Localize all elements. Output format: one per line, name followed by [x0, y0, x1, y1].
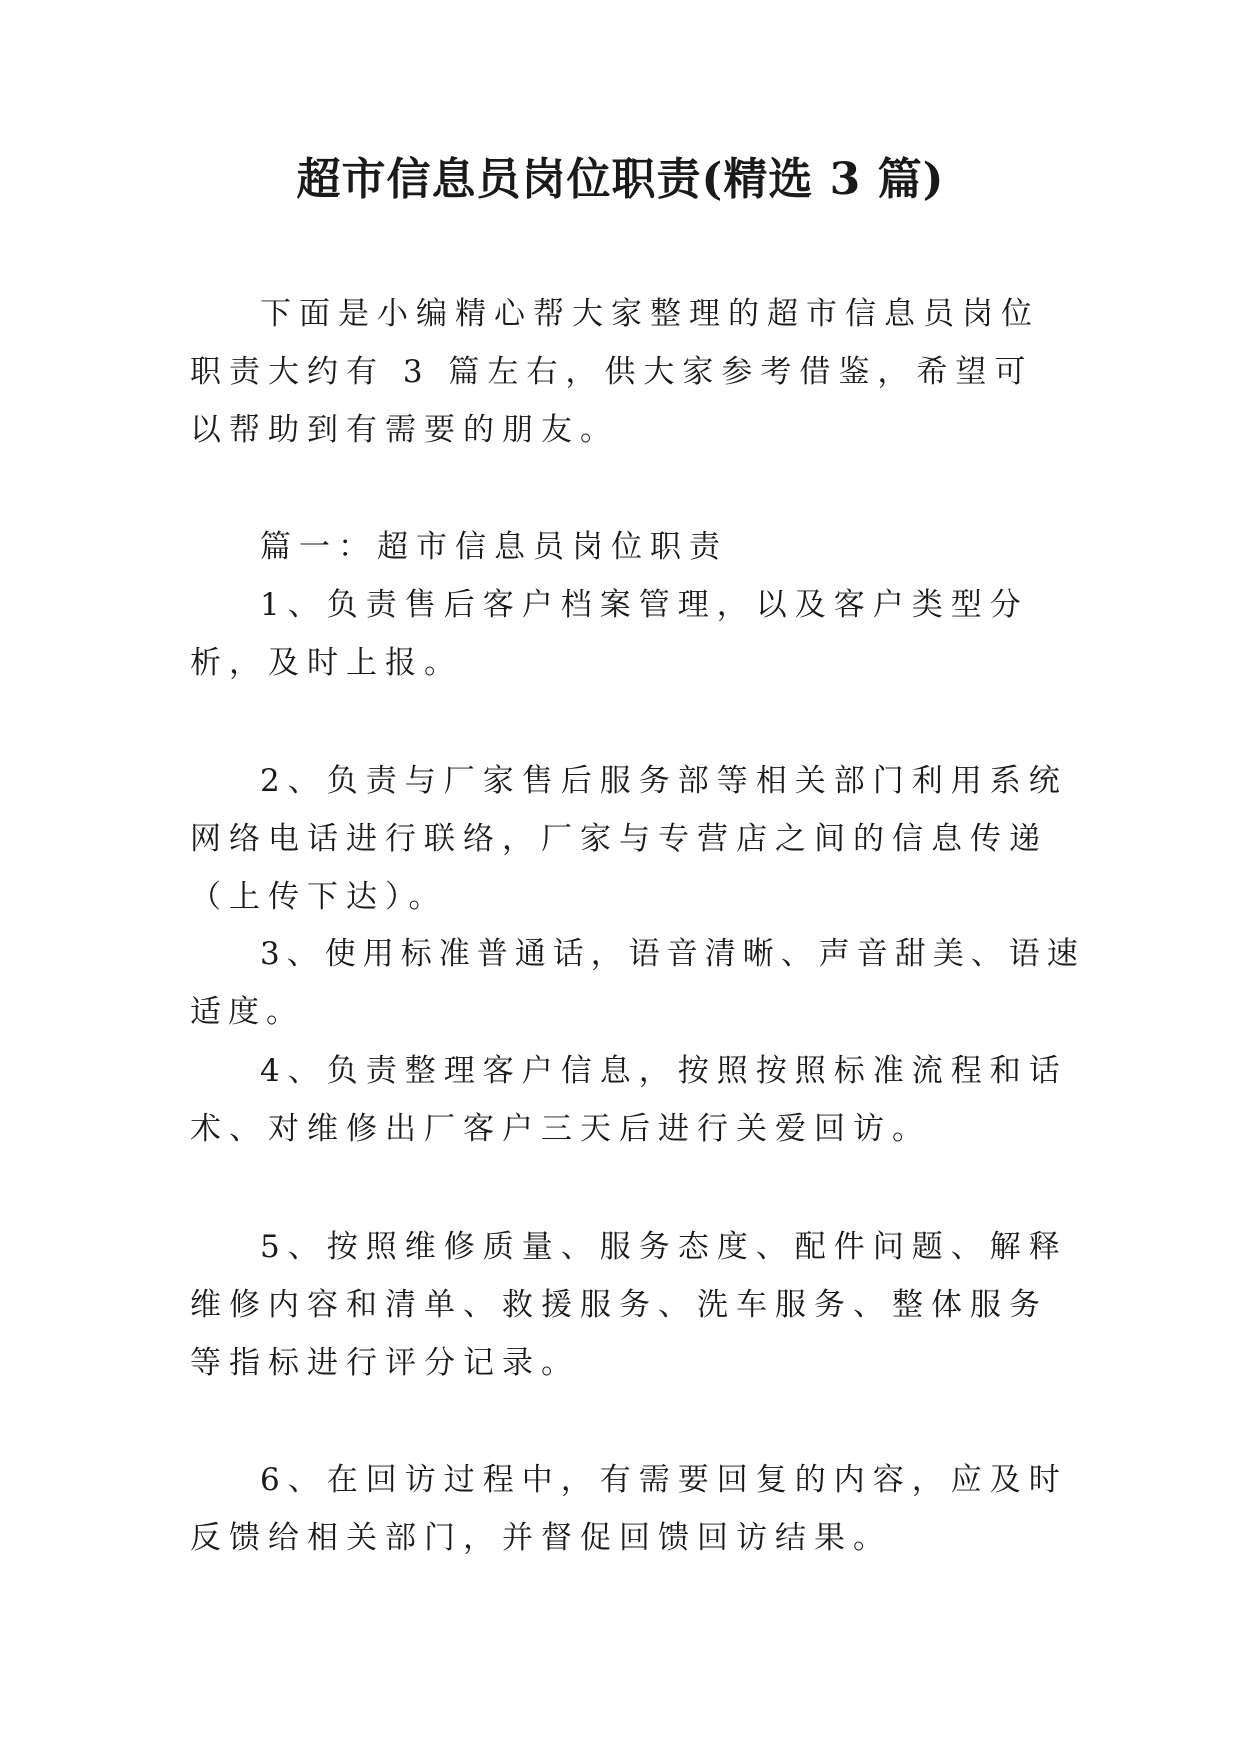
document-title: 超市信息员岗位职责(精选 3 篇)	[296, 154, 945, 205]
duty-item-2: 2、负责与厂家售后服务部等相关部门利用系统网络电话进行联络，厂家与专营店之间的信息传递（上传下达）。	[190, 763, 1068, 915]
section-heading: 篇一：超市信息员岗位职责	[260, 529, 728, 565]
duty-item-4: 4、负责整理客户信息，按照按照标准流程和话术、对维修出厂客户三天后进行关爱回访。	[190, 1053, 1068, 1147]
duty-item-6: 6、在回访过程中，有需要回复的内容，应及时反馈给相关部门，并督促回馈回访结果。	[190, 1462, 1068, 1556]
duty-item-5: 5、按照维修质量、服务态度、配件问题、解释维修内容和清单、救援服务、洗车服务、整体服务等指标进行评分记录。	[190, 1229, 1068, 1381]
duty-item-3: 3、使用标准普通话，语音清晰、声音甜美、语速适度。	[190, 936, 1085, 1030]
duty-item-1: 1、负责售后客户档案管理，以及客户类型分析，及时上报。	[190, 587, 1029, 681]
intro-paragraph: 下面是小编精心帮大家整理的超市信息员岗位职责大约有 3 篇左右，供大家参考借鉴，希望可以帮助到有需要的朋友。	[190, 296, 1040, 448]
